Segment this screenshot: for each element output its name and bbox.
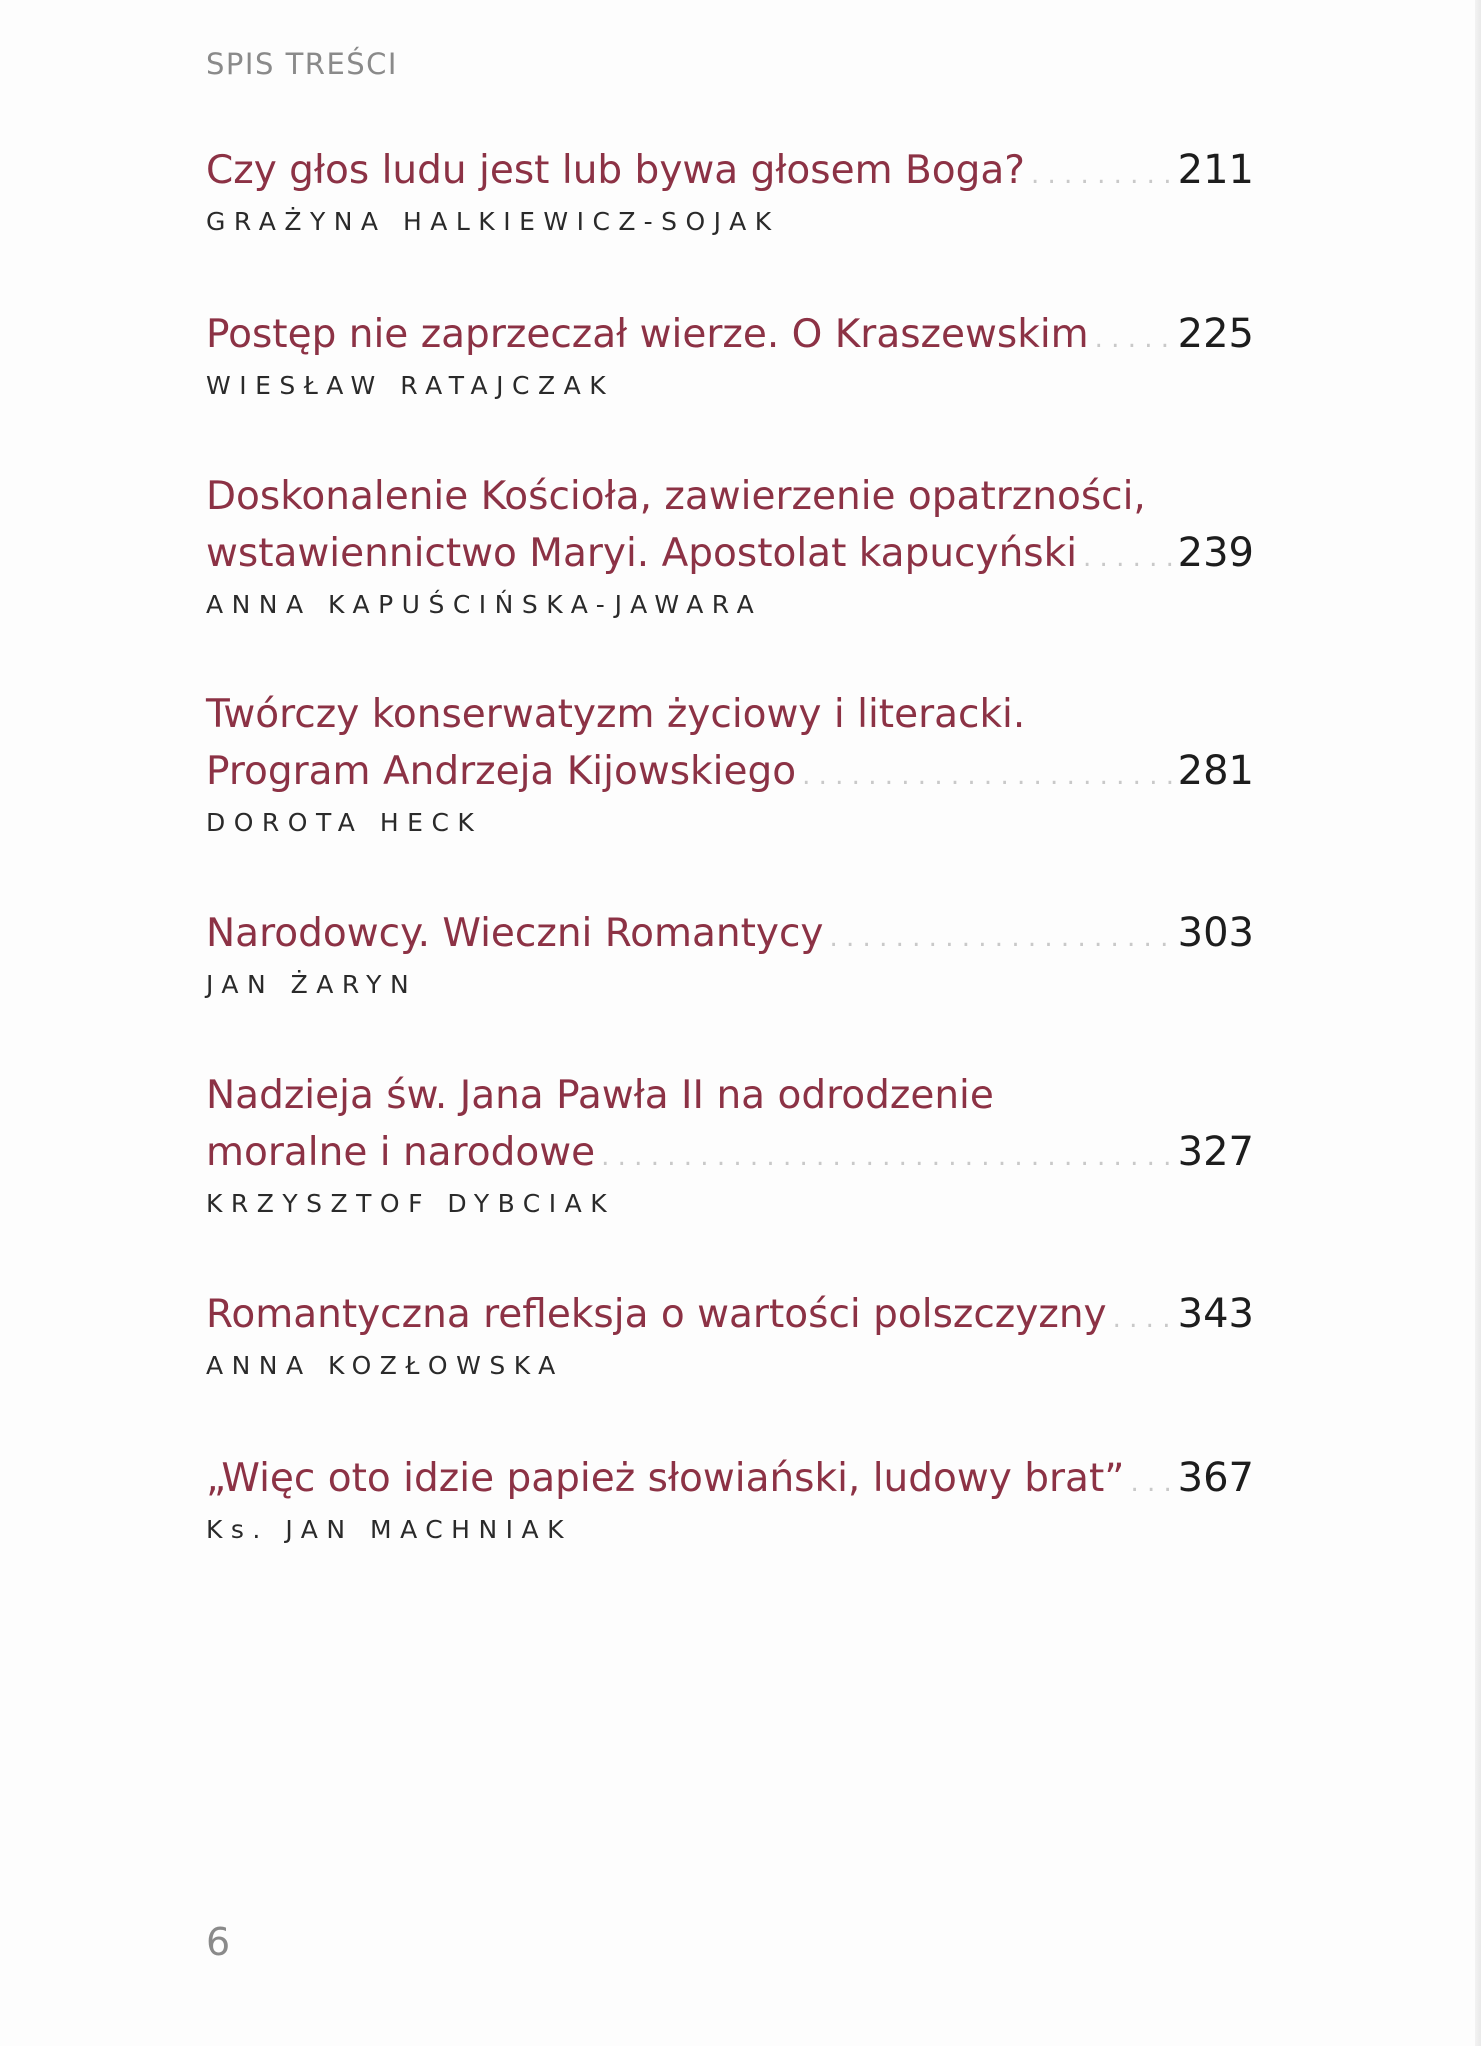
dot-leader	[601, 1129, 1174, 1185]
toc-page-number: 327	[1177, 1129, 1254, 1175]
toc-entry-title: moralne i narodowe	[206, 1130, 596, 1175]
toc-entry[interactable]	[206, 687, 1254, 843]
toc-entry-author: KRZYSZTOF DYBCIAK	[206, 1189, 616, 1218]
toc-page-number: 303	[1177, 910, 1254, 956]
toc-entry-title: „Więc oto idzie papież słowiański, ludowy brat”	[206, 1456, 1125, 1501]
dot-leader	[1095, 311, 1174, 367]
toc-entry-author: GRAŻYNA HALKIEWICZ-SOJAK	[206, 207, 780, 236]
toc-entry[interactable]	[206, 142, 1254, 242]
toc-page-number: 225	[1177, 311, 1254, 357]
toc-entry-title: wstawiennictwo Maryi. Apostolat kapucyński	[206, 531, 1078, 576]
dot-leader	[1130, 1455, 1173, 1511]
toc-title-line	[206, 469, 1254, 525]
dot-leader	[1113, 1291, 1174, 1347]
toc-title-line	[206, 687, 1254, 743]
toc-entry-author: WIESŁAW RATAJCZAK	[206, 371, 615, 400]
running-head: SPIS TREŚCI	[206, 47, 398, 81]
toc-entry-title: Czy głos ludu jest lub bywa głosem Boga?	[206, 148, 1025, 193]
toc-entry-title: Doskonalenie Kościoła, zawierzenie opatrzności,	[206, 474, 1146, 519]
toc-entry[interactable]	[206, 306, 1254, 406]
toc-page-number: 211	[1177, 147, 1254, 193]
toc-page-number: 343	[1177, 1291, 1254, 1337]
toc-title-line	[206, 142, 1254, 198]
page-number-folio: 6	[206, 1920, 231, 1964]
toc-entry[interactable]	[206, 1068, 1254, 1224]
toc-page-number: 239	[1177, 530, 1254, 576]
toc-entry-title: Romantyczna refleksja o wartości polszczyzny	[206, 1292, 1107, 1337]
dot-leader	[802, 748, 1174, 804]
toc-title-line	[206, 306, 1254, 362]
toc-title-line	[206, 905, 1254, 961]
dot-leader	[1031, 147, 1174, 203]
toc-title-line	[206, 743, 1254, 799]
toc-title-line	[206, 1068, 1254, 1124]
dot-leader	[830, 910, 1174, 966]
toc-entry-author: ANNA KOZŁOWSKA	[206, 1351, 564, 1380]
toc-entry[interactable]	[206, 1286, 1254, 1386]
toc-entry-title: Postęp nie zaprzeczał wierze. O Kraszewskim	[206, 312, 1089, 357]
toc-title-line	[206, 525, 1254, 581]
toc-entry[interactable]	[206, 1450, 1254, 1550]
page-edge	[1475, 0, 1481, 2046]
toc-entry[interactable]	[206, 469, 1254, 625]
toc-entry-title: Narodowcy. Wieczni Romantycy	[206, 911, 824, 956]
toc-entry-author: DOROTA HECK	[206, 808, 483, 837]
toc-entry-author: ANNA KAPUŚCIŃSKA-JAWARA	[206, 590, 763, 619]
dot-leader	[1083, 530, 1174, 586]
toc-page-number: 367	[1177, 1455, 1254, 1501]
toc-page-number: 281	[1177, 748, 1254, 794]
toc-title-line	[206, 1286, 1254, 1342]
toc-entry[interactable]	[206, 905, 1254, 1005]
toc-entry-title: Twórczy konserwatyzm życiowy i literacki.	[206, 692, 1026, 737]
toc-entry-title: Nadzieja św. Jana Pawła II na odrodzenie	[206, 1073, 994, 1118]
toc-title-line	[206, 1124, 1254, 1180]
toc-entry-author: JAN ŻARYN	[206, 970, 418, 999]
toc-entry-title: Program Andrzeja Kijowskiego	[206, 749, 797, 794]
toc-entry-author: Ks. JAN MACHNIAK	[206, 1515, 573, 1544]
toc-title-line	[206, 1450, 1254, 1506]
